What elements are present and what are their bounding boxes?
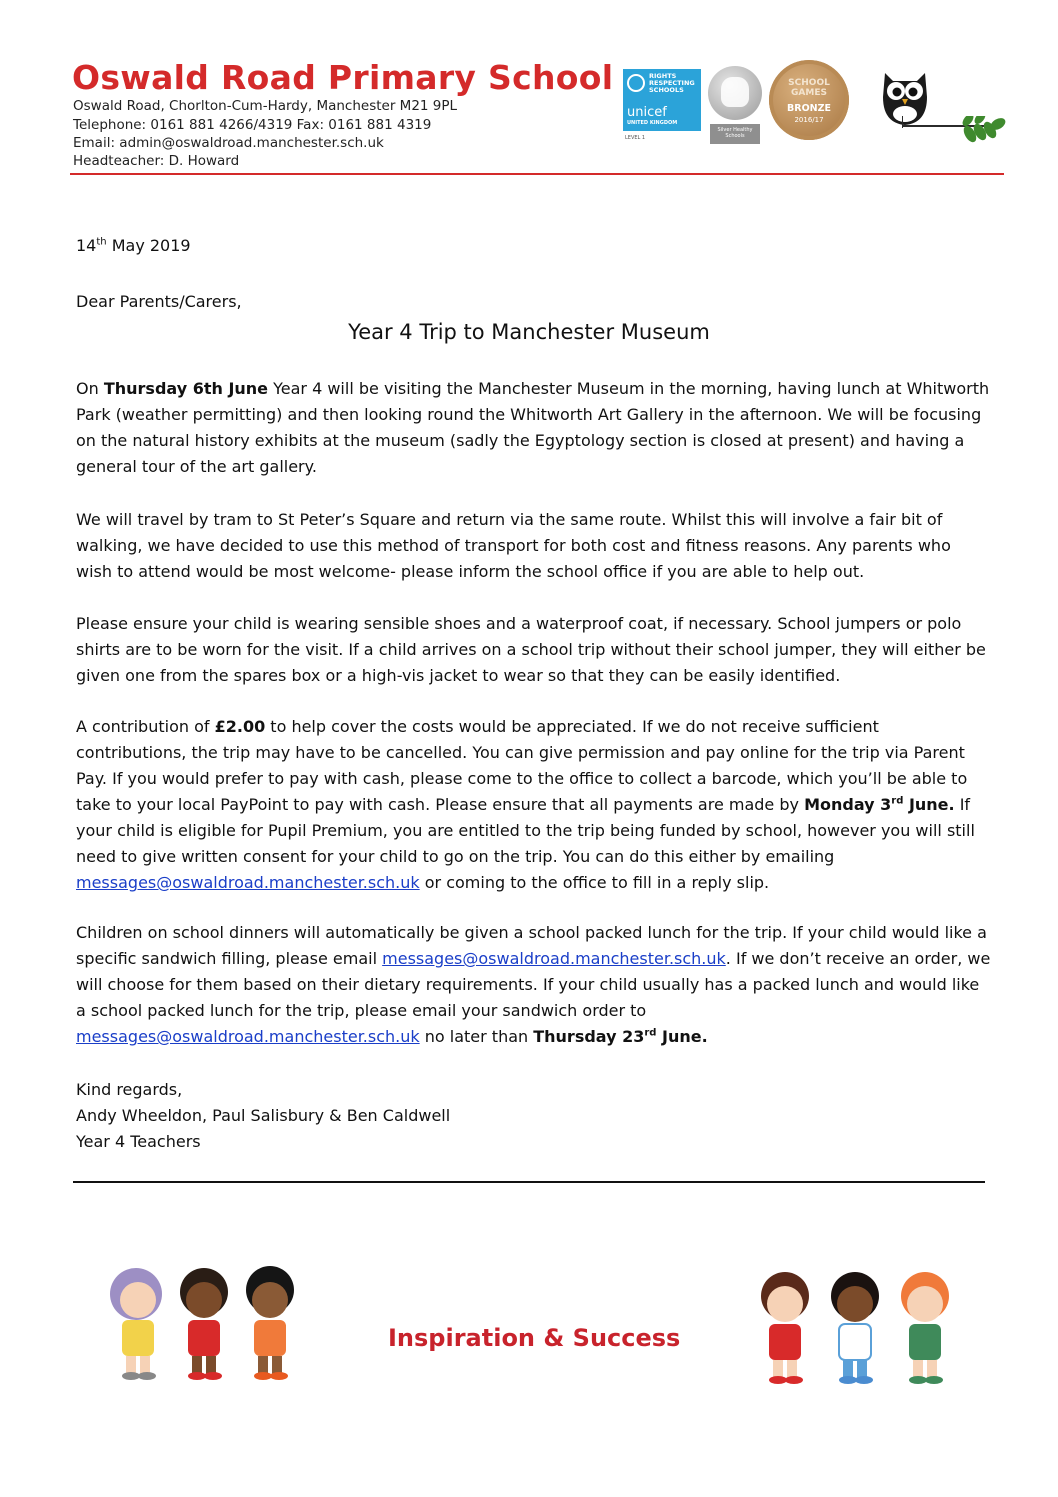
- paragraph-payment: A contribution of £2.00 to help cover the costs would be appreciated. If we do not receive sufficient contributions, the trip may have to be cancelled. You can give permission and pay online for the trip via Parent Pay. If you would prefer to pay with cash, please come to the office to collect a barcode, which you’ll be able to take to your local PayPoint to pay with cash. Please ensure that all payments are made by Monday 3rd June. If your child is eligible for Pupil Premium, you are entitled to the trip being funded by school, however you will still need to give written consent for your child to go on the trip. You can do this either by emailing messages@oswaldroad.manchester.sch.uk or coming to the office to fill in a reply slip.: [76, 717, 975, 892]
- header-divider: [70, 173, 1004, 175]
- signatory-role: Year 4 Teachers: [76, 1132, 201, 1151]
- bronze-badge-level: BRONZE: [787, 103, 831, 114]
- paragraph-lunch: Children on school dinners will automatically be given a school packed lunch for the trip. If your child would like a specific sandwich filling, please email messages@oswaldroad.manchester.sch.uk. If we don’t receive an order, we will choose for them based on their dietary requirements. If your child usually has a packed lunch and would like a school packed lunch for the trip, please email your sandwich order to messages@oswaldroad.manchester.sch.uk no later than Thursday 23rd June.: [76, 923, 991, 1046]
- signoff: [76, 1077, 450, 1155]
- silver-healthy-schools-badge: [708, 66, 762, 120]
- lunch-order-deadline: Thursday 23rd June.: [533, 1027, 708, 1046]
- closing: Kind regards,: [76, 1080, 183, 1099]
- bronze-badge-title: SCHOOL GAMES: [788, 78, 830, 98]
- unicef-country: UNITED KINGDOM: [627, 120, 678, 126]
- school-name: Oswald Road Primary School: [72, 58, 614, 97]
- unicef-label: unicef: [627, 105, 667, 120]
- email-link[interactable]: messages@oswaldroad.manchester.sch.uk: [76, 873, 420, 892]
- greeting: Dear Parents/Carers,: [76, 292, 242, 311]
- school-motto: Inspiration & Success: [388, 1324, 681, 1352]
- rrs-level: LEVEL 1: [625, 135, 646, 141]
- rrs-label: RIGHTS RESPECTING SCHOOLS: [649, 72, 695, 95]
- email-link[interactable]: messages@oswaldroad.manchester.sch.uk: [382, 949, 726, 968]
- trip-date: Thursday 6th June: [103, 379, 269, 398]
- silver-caption: Silver Healthy Schools: [710, 124, 760, 144]
- rrs-mark-icon: [627, 74, 645, 92]
- bronze-badge-year: 2016/17: [794, 116, 824, 124]
- letterhead: [70, 56, 1004, 176]
- rights-respecting-schools-badge: [623, 69, 701, 131]
- children-illustration: [96, 1262, 312, 1384]
- school-games-bronze-badge: [769, 60, 849, 140]
- school-address: Oswald Road, Chorlton-Cum-Hardy, Manchester M21 9PL: [73, 98, 458, 114]
- school-email: Email: admin@oswaldroad.manchester.sch.uk: [73, 135, 384, 151]
- email-link[interactable]: messages@oswaldroad.manchester.sch.uk: [76, 1027, 420, 1046]
- children-illustration: [745, 1266, 967, 1388]
- paragraph-transport: We will travel by tram to St Peter’s Square and return via the same route. Whilst this will involve a fair bit of walking, we have decided to use this method of transport for both cost and fitness reasons. Any parents who wish to attend would be most welcome- please inform the school office if you are able to help out.: [76, 510, 951, 581]
- branch-leaves-icon: [902, 116, 1006, 156]
- family-figures-icon: [721, 77, 749, 107]
- paragraph-clothing: Please ensure your child is wearing sensible shoes and a waterproof coat, if necessary. School jumpers or polo shirts are to be worn for the visit. If a child arrives on a school trip without their school jumper, they will either be given one from the spares box or a high-vis jacket to wear so that they can be easily identified.: [76, 614, 986, 685]
- payment-deadline: Monday 3rd June.: [804, 795, 955, 814]
- signatories: Andy Wheeldon, Paul Salisbury & Ben Caldwell: [76, 1106, 451, 1125]
- headteacher: Headteacher: D. Howard: [73, 153, 240, 169]
- letter-title: Year 4 Trip to Manchester Museum: [348, 320, 710, 344]
- school-telephone: Telephone: 0161 881 4266/4319 Fax: 0161 881 4319: [73, 117, 432, 133]
- footer-divider: [73, 1181, 985, 1183]
- contribution-amount: £2.00: [214, 717, 266, 736]
- paragraph-trip-details: On Thursday 6th June Year 4 will be visiting the Manchester Museum in the morning, having lunch at Whitworth Park (weather permitting) and then looking round the Whitworth Art Gallery in the afternoon. We will be focusing on the natural history exhibits at the museum (sadly the Egyptology section is closed at present) and having a general tour of the art gallery.: [76, 379, 990, 476]
- letter-date: 14th May 2019: [76, 236, 191, 255]
